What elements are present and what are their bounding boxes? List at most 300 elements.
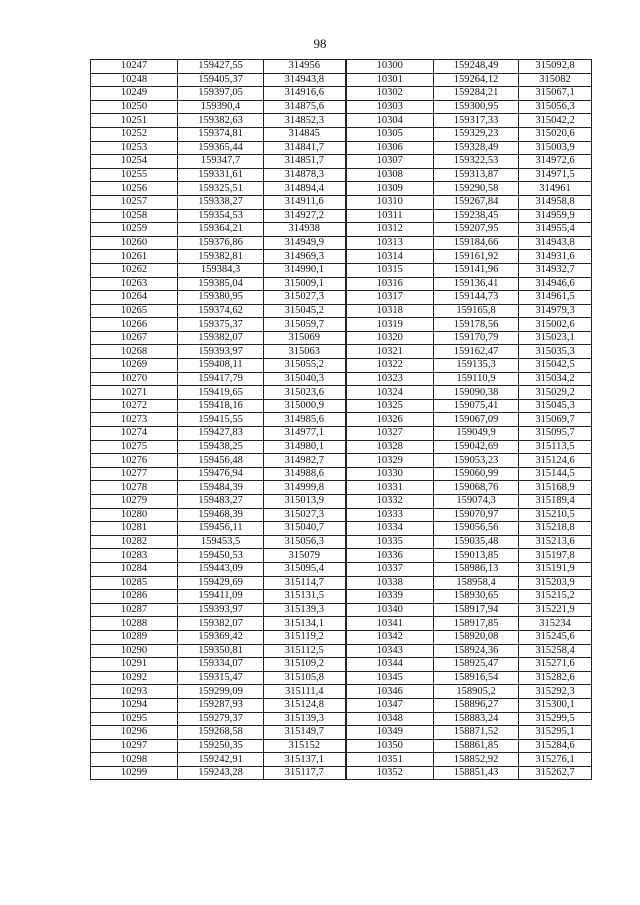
y-coordinate-cell: 315262,7 [519,766,592,780]
x-coordinate-cell: 159170,79 [434,331,519,345]
table-row [91,753,592,767]
point-number-cell: 10320 [346,331,434,345]
x-coordinate-cell: 159068,76 [434,481,519,495]
table-row [91,590,592,604]
x-coordinate-cell: 159375,37 [178,318,264,332]
table-row [91,127,592,141]
y-coordinate-cell: 314985,6 [264,413,346,427]
table-row [91,508,592,522]
table-row [91,658,592,672]
x-coordinate-cell: 159365,44 [178,141,264,155]
x-coordinate-cell: 159178,56 [434,318,519,332]
point-number-cell: 10297 [91,739,178,753]
point-number-cell: 10350 [346,739,434,753]
y-coordinate-cell: 314875,6 [264,100,346,114]
table-row [91,617,592,631]
x-coordinate-cell: 158917,94 [434,603,519,617]
point-number-cell: 10324 [346,386,434,400]
point-number-cell: 10308 [346,168,434,182]
x-coordinate-cell: 159075,41 [434,399,519,413]
x-coordinate-cell: 159390,4 [178,100,264,114]
x-coordinate-cell: 159070,97 [434,508,519,522]
point-number-cell: 10326 [346,413,434,427]
y-coordinate-cell: 315276,1 [519,753,592,767]
x-coordinate-cell: 158896,27 [434,698,519,712]
table-row [91,495,592,509]
y-coordinate-cell: 314958,8 [519,195,592,209]
point-number-cell: 10345 [346,671,434,685]
x-coordinate-cell: 158924,36 [434,644,519,658]
point-number-cell: 10289 [91,630,178,644]
table-row [91,562,592,576]
x-coordinate-cell: 159135,3 [434,359,519,373]
point-number-cell: 10277 [91,467,178,481]
y-coordinate-cell: 314943,8 [264,73,346,87]
y-coordinate-cell: 315300,1 [519,698,592,712]
y-coordinate-cell: 315197,8 [519,549,592,563]
point-number-cell: 10290 [91,644,178,658]
table-row [91,60,592,74]
x-coordinate-cell: 159347,7 [178,155,264,169]
x-coordinate-cell: 159284,21 [434,87,519,101]
point-number-cell: 10306 [346,141,434,155]
x-coordinate-cell: 159184,66 [434,236,519,250]
point-number-cell: 10257 [91,195,178,209]
point-number-cell: 10271 [91,386,178,400]
point-number-cell: 10247 [91,60,178,74]
point-number-cell: 10251 [91,114,178,128]
y-coordinate-cell: 315191,9 [519,562,592,576]
x-coordinate-cell: 159141,96 [434,263,519,277]
x-coordinate-cell: 159287,93 [178,698,264,712]
table-row [91,698,592,712]
point-number-cell: 10296 [91,726,178,740]
x-coordinate-cell: 159456,48 [178,454,264,468]
y-coordinate-cell: 315056,3 [264,535,346,549]
point-number-cell: 10349 [346,726,434,740]
y-coordinate-cell: 315117,7 [264,766,346,780]
table-row [91,739,592,753]
point-number-cell: 10294 [91,698,178,712]
y-coordinate-cell: 314999,8 [264,481,346,495]
y-coordinate-cell: 314961 [519,182,592,196]
point-number-cell: 10322 [346,359,434,373]
table-row [91,331,592,345]
y-coordinate-cell: 314894,4 [264,182,346,196]
point-number-cell: 10282 [91,535,178,549]
y-coordinate-cell: 315059,7 [264,318,346,332]
table-row [91,114,592,128]
y-coordinate-cell: 315063 [264,345,346,359]
x-coordinate-cell: 159418,16 [178,399,264,413]
x-coordinate-cell: 159382,07 [178,331,264,345]
y-coordinate-cell: 314980,1 [264,440,346,454]
point-number-cell: 10293 [91,685,178,699]
y-coordinate-cell: 315112,5 [264,644,346,658]
table-row [91,291,592,305]
point-number-cell: 10278 [91,481,178,495]
point-number-cell: 10347 [346,698,434,712]
point-number-cell: 10254 [91,155,178,169]
x-coordinate-cell: 159279,37 [178,712,264,726]
table-row [91,413,592,427]
y-coordinate-cell: 314969,3 [264,250,346,264]
point-number-cell: 10292 [91,671,178,685]
table-row [91,440,592,454]
table-row [91,195,592,209]
point-number-cell: 10291 [91,658,178,672]
x-coordinate-cell: 159299,09 [178,685,264,699]
x-coordinate-cell: 159267,84 [434,195,519,209]
y-coordinate-cell: 315137,1 [264,753,346,767]
table-row [91,766,592,780]
table-row [91,223,592,237]
point-number-cell: 10256 [91,182,178,196]
y-coordinate-cell: 315124,6 [519,454,592,468]
table-row [91,399,592,413]
y-coordinate-cell: 315092,8 [519,60,592,74]
point-number-cell: 10327 [346,427,434,441]
point-number-cell: 10314 [346,250,434,264]
table-row [91,345,592,359]
y-coordinate-cell: 314959,9 [519,209,592,223]
x-coordinate-cell: 159313,87 [434,168,519,182]
x-coordinate-cell: 159161,92 [434,250,519,264]
table-row [91,671,592,685]
y-coordinate-cell: 315009,1 [264,277,346,291]
y-coordinate-cell: 315292,3 [519,685,592,699]
x-coordinate-cell: 159429,69 [178,576,264,590]
y-coordinate-cell: 314878,3 [264,168,346,182]
table-row [91,630,592,644]
point-number-cell: 10325 [346,399,434,413]
x-coordinate-cell: 159456,11 [178,522,264,536]
point-number-cell: 10261 [91,250,178,264]
y-coordinate-cell: 315029,2 [519,386,592,400]
y-coordinate-cell: 315139,3 [264,712,346,726]
point-number-cell: 10252 [91,127,178,141]
point-number-cell: 10248 [91,73,178,87]
y-coordinate-cell: 315284,6 [519,739,592,753]
x-coordinate-cell: 159331,61 [178,168,264,182]
y-coordinate-cell: 315003,9 [519,141,592,155]
x-coordinate-cell: 159453,5 [178,535,264,549]
x-coordinate-cell: 159264,12 [434,73,519,87]
point-number-cell: 10272 [91,399,178,413]
x-coordinate-cell: 159415,55 [178,413,264,427]
x-coordinate-cell: 159328,49 [434,141,519,155]
point-number-cell: 10310 [346,195,434,209]
x-coordinate-cell: 159443,09 [178,562,264,576]
point-number-cell: 10343 [346,644,434,658]
x-coordinate-cell: 159090,38 [434,386,519,400]
table-row [91,182,592,196]
point-number-cell: 10287 [91,603,178,617]
y-coordinate-cell: 315045,3 [519,399,592,413]
y-coordinate-cell: 315221,9 [519,603,592,617]
point-number-cell: 10338 [346,576,434,590]
x-coordinate-cell: 159290,58 [434,182,519,196]
x-coordinate-cell: 159405,37 [178,73,264,87]
y-coordinate-cell: 314990,1 [264,263,346,277]
table-row [91,467,592,481]
table-row [91,100,592,114]
x-coordinate-cell: 158851,43 [434,766,519,780]
point-number-cell: 10288 [91,617,178,631]
x-coordinate-cell: 159268,58 [178,726,264,740]
point-number-cell: 10285 [91,576,178,590]
point-number-cell: 10328 [346,440,434,454]
x-coordinate-cell: 159334,07 [178,658,264,672]
y-coordinate-cell: 314852,3 [264,114,346,128]
y-coordinate-cell: 315042,5 [519,359,592,373]
x-coordinate-cell: 159384,3 [178,263,264,277]
x-coordinate-cell: 159013,85 [434,549,519,563]
point-number-cell: 10255 [91,168,178,182]
point-number-cell: 10312 [346,223,434,237]
table-row [91,359,592,373]
x-coordinate-cell: 159060,99 [434,467,519,481]
point-number-cell: 10317 [346,291,434,305]
point-number-cell: 10318 [346,304,434,318]
point-number-cell: 10268 [91,345,178,359]
x-coordinate-cell: 159382,81 [178,250,264,264]
y-coordinate-cell: 315245,6 [519,630,592,644]
y-coordinate-cell: 315134,1 [264,617,346,631]
x-coordinate-cell: 159468,39 [178,508,264,522]
x-coordinate-cell: 158883,24 [434,712,519,726]
point-number-cell: 10323 [346,372,434,386]
point-number-cell: 10339 [346,590,434,604]
x-coordinate-cell: 159393,97 [178,345,264,359]
point-number-cell: 10266 [91,318,178,332]
point-number-cell: 10264 [91,291,178,305]
x-coordinate-cell: 158852,92 [434,753,519,767]
x-coordinate-cell: 159035,48 [434,535,519,549]
x-coordinate-cell: 159248,49 [434,60,519,74]
x-coordinate-cell: 159438,25 [178,440,264,454]
table-row [91,318,592,332]
y-coordinate-cell: 315210,5 [519,508,592,522]
point-number-cell: 10302 [346,87,434,101]
table-row [91,304,592,318]
y-coordinate-cell: 314927,2 [264,209,346,223]
point-number-cell: 10305 [346,127,434,141]
y-coordinate-cell: 314979,3 [519,304,592,318]
x-coordinate-cell: 159385,04 [178,277,264,291]
y-coordinate-cell: 315067,1 [519,87,592,101]
x-coordinate-cell: 159317,33 [434,114,519,128]
y-coordinate-cell: 315258,4 [519,644,592,658]
y-coordinate-cell: 315218,8 [519,522,592,536]
x-coordinate-cell: 158871,52 [434,726,519,740]
table-row [91,277,592,291]
point-number-cell: 10260 [91,236,178,250]
table-row [91,386,592,400]
y-coordinate-cell: 315131,5 [264,590,346,604]
x-coordinate-cell: 159427,83 [178,427,264,441]
y-coordinate-cell: 315002,6 [519,318,592,332]
point-number-cell: 10311 [346,209,434,223]
y-coordinate-cell: 315144,5 [519,467,592,481]
point-number-cell: 10262 [91,263,178,277]
coordinates-table [90,59,592,780]
point-number-cell: 10337 [346,562,434,576]
point-number-cell: 10315 [346,263,434,277]
point-number-cell: 10298 [91,753,178,767]
point-number-cell: 10303 [346,100,434,114]
x-coordinate-cell: 159049,9 [434,427,519,441]
y-coordinate-cell: 315109,2 [264,658,346,672]
point-number-cell: 10280 [91,508,178,522]
y-coordinate-cell: 315079 [264,549,346,563]
x-coordinate-cell: 159419,65 [178,386,264,400]
x-coordinate-cell: 159484,39 [178,481,264,495]
x-coordinate-cell: 159322,53 [434,155,519,169]
table-row [91,576,592,590]
y-coordinate-cell: 315000,9 [264,399,346,413]
x-coordinate-cell: 159067,09 [434,413,519,427]
y-coordinate-cell: 315055,2 [264,359,346,373]
y-coordinate-cell: 314971,5 [519,168,592,182]
point-number-cell: 10275 [91,440,178,454]
x-coordinate-cell: 159042,69 [434,440,519,454]
x-coordinate-cell: 159376,86 [178,236,264,250]
point-number-cell: 10336 [346,549,434,563]
x-coordinate-cell: 158861,85 [434,739,519,753]
x-coordinate-cell: 159056,56 [434,522,519,536]
y-coordinate-cell: 315040,3 [264,372,346,386]
x-coordinate-cell: 159483,27 [178,495,264,509]
table-row [91,87,592,101]
y-coordinate-cell: 315282,6 [519,671,592,685]
point-number-cell: 10267 [91,331,178,345]
x-coordinate-cell: 159380,95 [178,291,264,305]
point-number-cell: 10259 [91,223,178,237]
y-coordinate-cell: 315023,6 [264,386,346,400]
point-number-cell: 10316 [346,277,434,291]
y-coordinate-cell: 315111,4 [264,685,346,699]
y-coordinate-cell: 314938 [264,223,346,237]
point-number-cell: 10274 [91,427,178,441]
x-coordinate-cell: 159136,41 [434,277,519,291]
table-row [91,549,592,563]
y-coordinate-cell: 315105,8 [264,671,346,685]
y-coordinate-cell: 315020,6 [519,127,592,141]
y-coordinate-cell: 315124,8 [264,698,346,712]
y-coordinate-cell: 314972,6 [519,155,592,169]
y-coordinate-cell: 315082 [519,73,592,87]
point-number-cell: 10331 [346,481,434,495]
x-coordinate-cell: 159250,35 [178,739,264,753]
y-coordinate-cell: 315023,1 [519,331,592,345]
point-number-cell: 10281 [91,522,178,536]
table-row [91,603,592,617]
y-coordinate-cell: 314961,5 [519,291,592,305]
y-coordinate-cell: 314988,6 [264,467,346,481]
point-number-cell: 10352 [346,766,434,780]
y-coordinate-cell: 315114,7 [264,576,346,590]
x-coordinate-cell: 159411,09 [178,590,264,604]
y-coordinate-cell: 315234 [519,617,592,631]
table-row [91,250,592,264]
y-coordinate-cell: 315042,2 [519,114,592,128]
x-coordinate-cell: 159207,95 [434,223,519,237]
table-row [91,726,592,740]
y-coordinate-cell: 314956 [264,60,346,74]
y-coordinate-cell: 315013,9 [264,495,346,509]
table-row [91,236,592,250]
point-number-cell: 10276 [91,454,178,468]
x-coordinate-cell: 159238,45 [434,209,519,223]
point-number-cell: 10313 [346,236,434,250]
coordinates-table-body [91,60,592,780]
x-coordinate-cell: 158925,47 [434,658,519,672]
point-number-cell: 10307 [346,155,434,169]
point-number-cell: 10250 [91,100,178,114]
x-coordinate-cell: 159162,47 [434,345,519,359]
y-coordinate-cell: 315034,2 [519,372,592,386]
point-number-cell: 10253 [91,141,178,155]
table-row [91,73,592,87]
y-coordinate-cell: 315035,3 [519,345,592,359]
y-coordinate-cell: 315139,3 [264,603,346,617]
x-coordinate-cell: 158986,13 [434,562,519,576]
x-coordinate-cell: 158958,4 [434,576,519,590]
point-number-cell: 10249 [91,87,178,101]
table-row [91,155,592,169]
y-coordinate-cell: 315215,2 [519,590,592,604]
x-coordinate-cell: 159243,28 [178,766,264,780]
point-number-cell: 10301 [346,73,434,87]
x-coordinate-cell: 159382,63 [178,114,264,128]
x-coordinate-cell: 159374,62 [178,304,264,318]
x-coordinate-cell: 158930,65 [434,590,519,604]
point-number-cell: 10335 [346,535,434,549]
y-coordinate-cell: 315027,3 [264,291,346,305]
point-number-cell: 10295 [91,712,178,726]
y-coordinate-cell: 315040,7 [264,522,346,536]
table-row [91,644,592,658]
point-number-cell: 10273 [91,413,178,427]
point-number-cell: 10319 [346,318,434,332]
table-row [91,712,592,726]
x-coordinate-cell: 159417,79 [178,372,264,386]
point-number-cell: 10332 [346,495,434,509]
y-coordinate-cell: 315095,4 [264,562,346,576]
x-coordinate-cell: 158905,2 [434,685,519,699]
point-number-cell: 10329 [346,454,434,468]
x-coordinate-cell: 159382,07 [178,617,264,631]
x-coordinate-cell: 159329,23 [434,127,519,141]
x-coordinate-cell: 158916,54 [434,671,519,685]
y-coordinate-cell: 314943,8 [519,236,592,250]
point-number-cell: 10346 [346,685,434,699]
table-row [91,427,592,441]
x-coordinate-cell: 159110,9 [434,372,519,386]
point-number-cell: 10321 [346,345,434,359]
point-number-cell: 10341 [346,617,434,631]
y-coordinate-cell: 315119,2 [264,630,346,644]
table-row [91,168,592,182]
point-number-cell: 10263 [91,277,178,291]
y-coordinate-cell: 315056,3 [519,100,592,114]
table-row [91,481,592,495]
y-coordinate-cell: 315152 [264,739,346,753]
y-coordinate-cell: 315069,7 [519,413,592,427]
y-coordinate-cell: 314911,6 [264,195,346,209]
page-number: 98 [313,36,327,51]
